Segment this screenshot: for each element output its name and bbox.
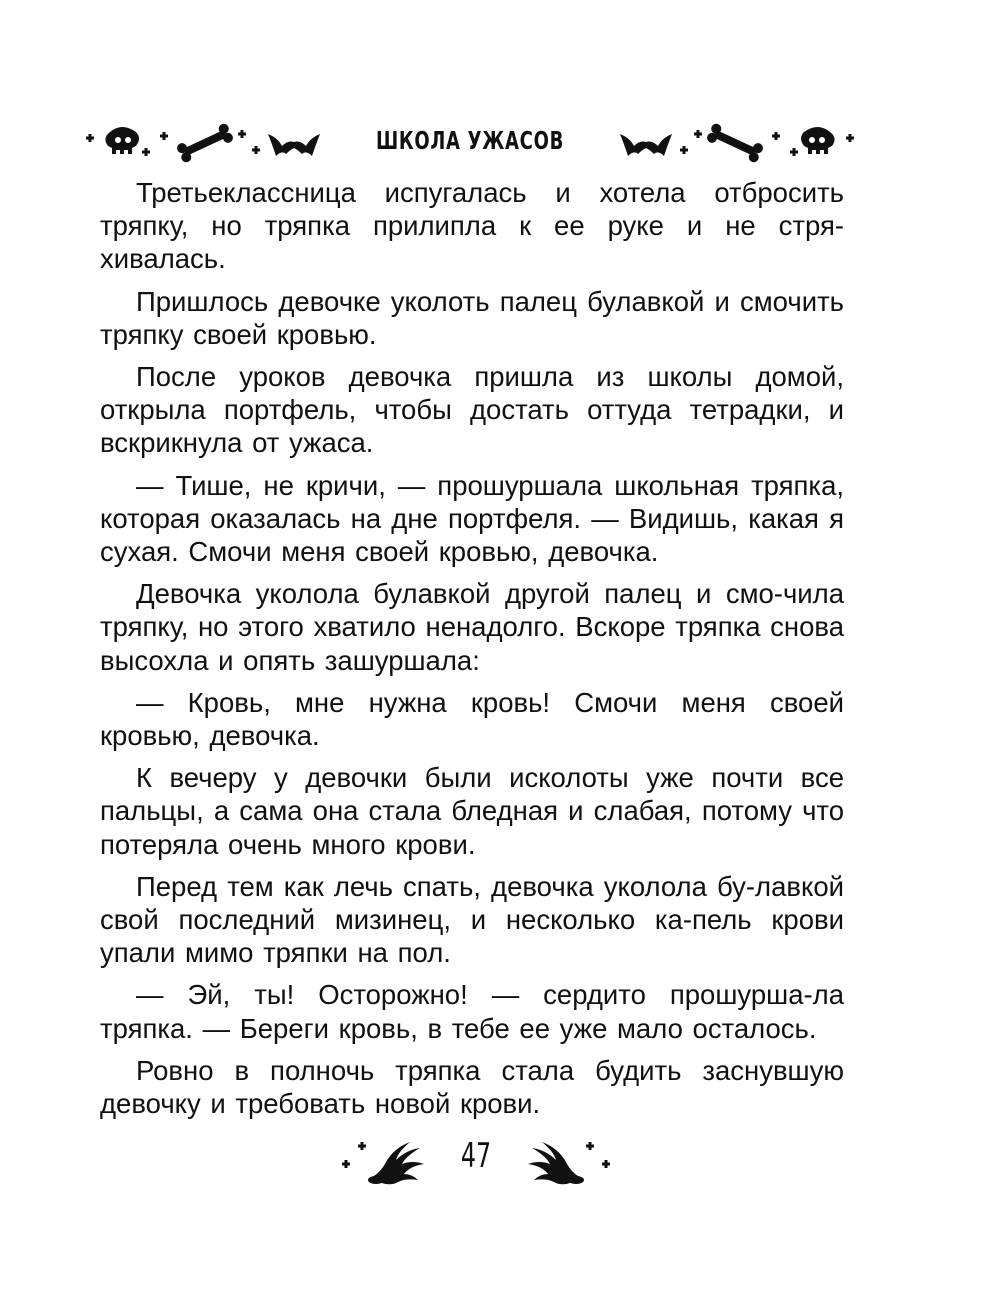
paragraph: — Тише, не кричи, — прошуршала школьная тряпка, которая оказалась на дне портфеля. — Видишь, какая я сухая. Смочи меня своей кровью, девочка. — [100, 469, 844, 568]
paragraph: — Эй, ты! Осторожно! — сердито прошурша-ла тряпка. — Береги кровь, в тебе ее уже мало осталось. — [100, 979, 844, 1044]
paragraph: — Кровь, мне нужна кровь! Смочи меня своей кровью, девочка. — [100, 686, 844, 752]
paragraph: Пришлось девочке уколоть палец булавкой и смочить тряпку своей кровью. — [100, 285, 844, 350]
footer-right-claw-ornament-icon — [512, 1128, 612, 1188]
paragraph: После уроков девочка пришла из школы домой, открыла портфель, чтобы достать оттуда тетрадки, и вскрикнула от ужаса. — [100, 361, 844, 459]
running-header — [80, 118, 860, 168]
page-footer — [340, 1128, 612, 1188]
running-title: ШКОЛА УЖАСОВ — [375, 126, 565, 155]
paragraph: Перед тем как лечь спать, девочка уколола бу-лавкой свой последний мизинец, и несколько ка-пель крови упали мимо тряпки на пол. — [100, 870, 844, 969]
page-number: 47 — [460, 1136, 492, 1176]
paragraph: К вечеру у девочки были исколоты уже почти все пальцы, а сама она стала бледная и слабая, потому что потеряла очень много крови. — [100, 762, 844, 860]
paragraph: Ровно в полночь тряпка стала будить заснувшую девочку и требовать новой крови. — [100, 1054, 844, 1120]
header-right-ornament-icon — [620, 118, 860, 168]
story-text — [100, 176, 844, 1129]
paragraph: Девочка уколола булавкой другой палец и смо-чила тряпку, но этого хватило ненадолго. Вскоре тряпка снова высохла и опять зашуршала: — [100, 578, 844, 676]
paragraph: Третьеклассница испугалась и хотела отбросить тряпку, но тряпка прилипла к ее руке и не стря-хивалась. — [100, 177, 844, 275]
